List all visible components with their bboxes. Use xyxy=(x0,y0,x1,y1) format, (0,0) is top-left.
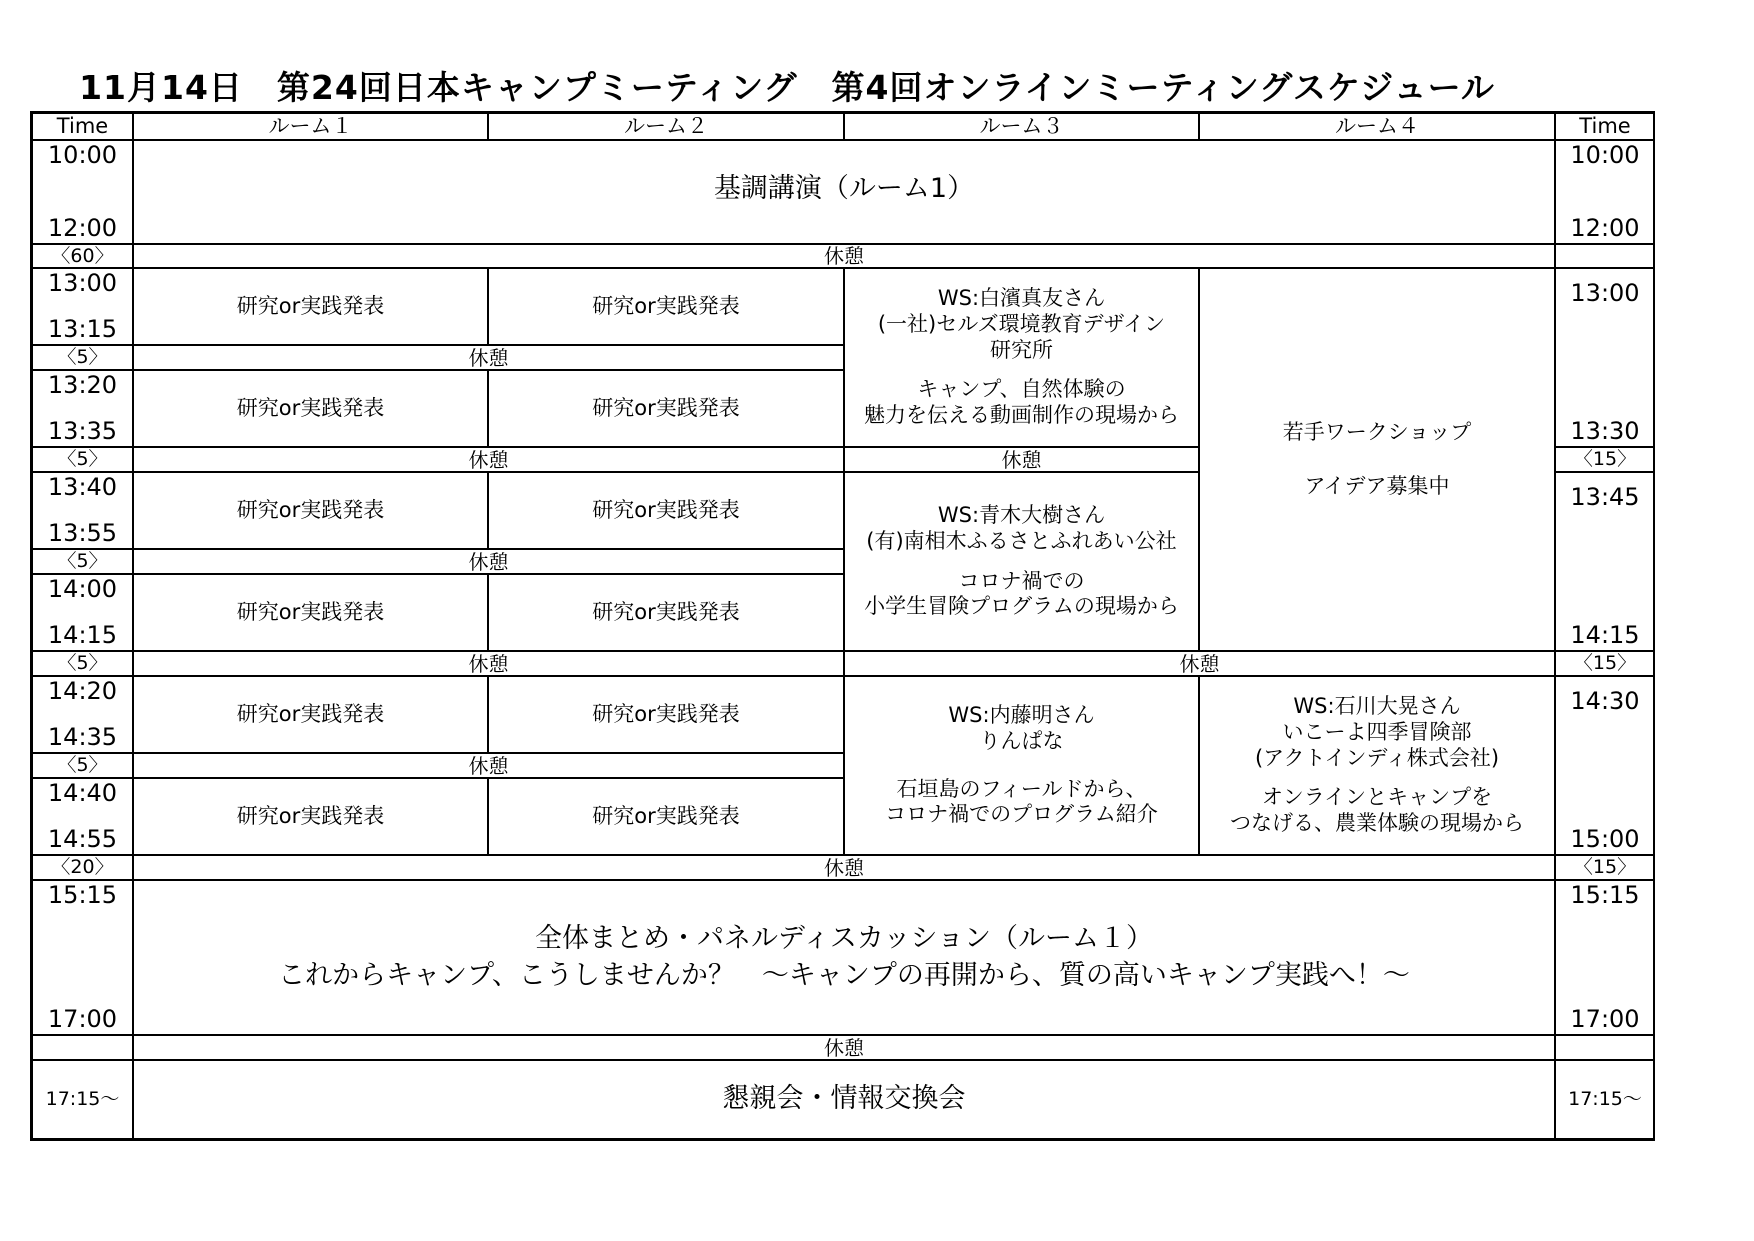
ws2-line4: 小学生冒険プログラムの現場から xyxy=(864,594,1179,619)
break-3: 休憩 xyxy=(133,549,844,574)
slot-6-time xyxy=(32,778,133,855)
slot-4-end: 14:15 xyxy=(47,621,118,650)
lunch-right-empty xyxy=(1555,244,1655,268)
evening-break-right-empty xyxy=(1555,1035,1655,1060)
break-2-room-3: 休憩 xyxy=(844,447,1199,472)
break-4: 休憩 xyxy=(133,651,844,676)
slot-6-room-1: 研究or実践発表 xyxy=(133,778,488,855)
right-time-block-3 xyxy=(1555,676,1655,855)
panel-time-left xyxy=(32,880,133,1035)
keynote-start-time: 10:00 xyxy=(47,141,118,169)
slot-5-time xyxy=(32,676,133,753)
keynote-end-time-right: 12:00 xyxy=(1570,214,1640,243)
ws3-line1: WS:内藤明さん xyxy=(948,703,1095,728)
ws4-line5: つなげる、農業体験の現場から xyxy=(1230,810,1524,835)
schedule-grid xyxy=(30,111,1655,1141)
panel-start: 15:15 xyxy=(47,881,118,909)
social-time-right: 17:15～ xyxy=(1555,1060,1655,1139)
right-time-block-1 xyxy=(1555,268,1655,447)
break-4-duration: 〈5〉 xyxy=(32,651,133,676)
workshop-3-cell xyxy=(844,676,1199,855)
right-time-1300: 13:00 xyxy=(1570,279,1640,307)
slot-4-room-1: 研究or実践発表 xyxy=(133,574,488,651)
slot-2-room-1: 研究or実践発表 xyxy=(133,370,488,447)
right-time-1500: 15:00 xyxy=(1570,825,1640,854)
slot-2-start: 13:20 xyxy=(47,371,118,399)
break-1-duration: 〈5〉 xyxy=(32,345,133,370)
ws1-line2: (一社)セルズ環境教育デザイン xyxy=(877,312,1166,337)
ws1-line4: キャンプ、自然体験の xyxy=(917,377,1126,402)
right-time-1415: 14:15 xyxy=(1570,621,1640,650)
break-2-duration: 〈5〉 xyxy=(32,447,133,472)
panel-title: 全体まとめ・パネルディスカッション（ルーム１） xyxy=(534,923,1154,955)
break-4-rooms-3-4: 休憩 xyxy=(844,651,1555,676)
slot-1-end: 13:15 xyxy=(47,315,118,344)
slot-5-room-2: 研究or実践発表 xyxy=(488,676,844,753)
slot-1-room-2: 研究or実践発表 xyxy=(488,268,844,345)
slot-6-end: 14:55 xyxy=(47,825,118,854)
social-time-left: 17:15～ xyxy=(32,1060,133,1139)
break-3-duration: 〈5〉 xyxy=(32,549,133,574)
slot-4-time xyxy=(32,574,133,651)
keynote-start-time-right: 10:00 xyxy=(1570,141,1640,169)
panel-start-right: 15:15 xyxy=(1570,881,1640,909)
lunch-break: 休憩 xyxy=(133,244,1555,268)
evening-break-left-empty xyxy=(32,1035,133,1060)
slot-6-room-2: 研究or実践発表 xyxy=(488,778,844,855)
ws2-line1: WS:青木大樹さん xyxy=(937,503,1106,528)
break-1: 休憩 xyxy=(133,345,844,370)
slot-3-end: 13:55 xyxy=(47,519,118,548)
slot-5-start: 14:20 xyxy=(47,677,118,705)
header-time-left: Time xyxy=(32,113,133,140)
ws4-line2: いこーよ四季冒険部 xyxy=(1282,720,1472,745)
social-cell: 懇親会・情報交換会 xyxy=(133,1060,1555,1139)
ws4-line4: オンラインとキャンプを xyxy=(1261,785,1493,810)
right-time-1430: 14:30 xyxy=(1570,687,1640,715)
panel-subtitle: これからキャンプ、こうしませんか？ ～キャンプの再開から、質の高いキャンプ実践へ！～ xyxy=(278,959,1410,991)
right-time-1330: 13:30 xyxy=(1570,417,1640,446)
header-room-1: ルーム１ xyxy=(133,113,488,140)
slot-3-time xyxy=(32,472,133,549)
break-2: 休憩 xyxy=(133,447,844,472)
break-5: 休憩 xyxy=(133,753,844,778)
slot-2-time xyxy=(32,370,133,447)
ws1-line3: 研究所 xyxy=(990,337,1053,362)
panel-time-right xyxy=(1555,880,1655,1035)
slot-5-room-1: 研究or実践発表 xyxy=(133,676,488,753)
slot-3-start: 13:40 xyxy=(47,473,118,501)
workshop-4-cell xyxy=(1199,676,1555,855)
slot-1-room-1: 研究or実践発表 xyxy=(133,268,488,345)
ws3-line2: りんぱな xyxy=(979,728,1064,753)
header-room-4: ルーム４ xyxy=(1199,113,1555,140)
workshop-1-cell xyxy=(844,268,1199,447)
ws3-line4: コロナ禍でのプログラム紹介 xyxy=(885,802,1158,827)
afternoon-break: 休憩 xyxy=(133,855,1555,880)
keynote-label: 基調講演（ルーム1） xyxy=(713,173,975,204)
slot-2-end: 13:35 xyxy=(47,417,118,446)
header-room-3: ルーム３ xyxy=(844,113,1199,140)
panel-cell xyxy=(133,880,1555,1035)
ws2-line2: (有)南相木ふるさとふれあい公社 xyxy=(866,528,1177,553)
right-break-15c: 〈15〉 xyxy=(1555,855,1655,880)
right-break-15b: 〈15〉 xyxy=(1555,651,1655,676)
panel-end-right: 17:00 xyxy=(1570,1005,1640,1034)
ws4-line1: WS:石川大晃さん xyxy=(1293,694,1461,719)
lunch-duration: 〈60〉 xyxy=(32,244,133,268)
keynote-time-right xyxy=(1555,140,1655,244)
right-time-1345: 13:45 xyxy=(1570,483,1640,511)
youth-workshop-title: 若手ワークショップ xyxy=(1282,419,1472,444)
youth-workshop-sub: アイデア募集中 xyxy=(1304,473,1450,498)
ws4-line3: (アクトインディ株式会社) xyxy=(1254,745,1500,770)
workshop-2-cell xyxy=(844,472,1199,651)
right-break-15a: 〈15〉 xyxy=(1555,447,1655,472)
ws2-line3: コロナ禍での xyxy=(958,568,1085,593)
break-5-duration: 〈5〉 xyxy=(32,753,133,778)
youth-workshop-cell xyxy=(1199,268,1555,651)
evening-break: 休憩 xyxy=(133,1035,1555,1060)
slot-4-room-2: 研究or実践発表 xyxy=(488,574,844,651)
slot-6-start: 14:40 xyxy=(47,779,118,807)
ws1-line5: 魅力を伝える動画制作の現場から xyxy=(864,402,1179,427)
header-room-2: ルーム２ xyxy=(488,113,844,140)
slot-5-end: 14:35 xyxy=(47,723,118,752)
header-time-right: Time xyxy=(1555,113,1655,140)
slot-2-room-2: 研究or実践発表 xyxy=(488,370,844,447)
slot-1-start: 13:00 xyxy=(47,269,118,297)
ws3-line3: 石垣島のフィールドから、 xyxy=(896,776,1147,801)
panel-end: 17:00 xyxy=(47,1005,118,1034)
slot-4-start: 14:00 xyxy=(47,575,118,603)
right-time-block-2 xyxy=(1555,472,1655,651)
slot-3-room-1: 研究or実践発表 xyxy=(133,472,488,549)
keynote-end-time: 12:00 xyxy=(47,214,118,243)
keynote-cell xyxy=(133,140,1555,244)
page-title: 11月14日 第24回日本キャンプミーティング 第4回オンラインミーティングスケジュール xyxy=(79,68,1495,107)
keynote-time-left xyxy=(32,140,133,244)
slot-3-room-2: 研究or実践発表 xyxy=(488,472,844,549)
ws1-line1: WS:白濱真友さん xyxy=(937,286,1106,311)
slot-1-time xyxy=(32,268,133,345)
afternoon-break-duration: 〈20〉 xyxy=(32,855,133,880)
